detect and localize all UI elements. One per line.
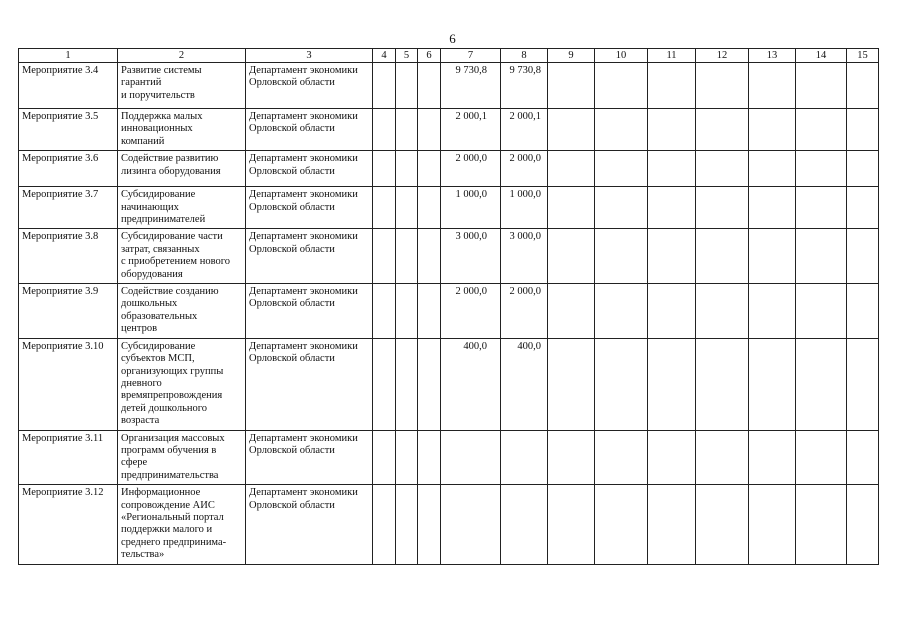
executor-cell: Департамент экономики Орловской области	[246, 485, 373, 564]
amount-col-8-cell	[501, 485, 548, 564]
cell-col-10	[595, 430, 648, 485]
col-header-6: 6	[418, 49, 441, 63]
cell-col-12	[696, 284, 749, 339]
executor-cell: Департамент экономики Орловской области	[246, 229, 373, 284]
description-cell: Информационное сопровождение АИС «Региональный портал поддержки малого и среднего предпринима- тельства»	[118, 485, 246, 564]
cell-col-12	[696, 430, 749, 485]
cell-col-11	[648, 109, 696, 151]
cell-col-9	[548, 109, 595, 151]
cell-col-11	[648, 338, 696, 430]
cell-col-13	[749, 485, 796, 564]
event-cell: Мероприятие 3.10	[19, 338, 118, 430]
col-header-9: 9	[548, 49, 595, 63]
cell-col-10	[595, 109, 648, 151]
cell-col-12	[696, 151, 749, 187]
cell-col-9	[548, 63, 595, 109]
cell-col-12	[696, 485, 749, 564]
col-header-7: 7	[441, 49, 501, 63]
cell-col-4	[373, 338, 396, 430]
executor-cell: Департамент экономики Орловской области	[246, 109, 373, 151]
event-cell: Мероприятие 3.5	[19, 109, 118, 151]
cell-col-11	[648, 63, 696, 109]
description-cell: Развитие системы гарантий и поручительств	[118, 63, 246, 109]
amount-col-7-cell: 2 000,1	[441, 109, 501, 151]
executor-cell: Департамент экономики Орловской области	[246, 151, 373, 187]
table-row	[19, 151, 879, 187]
cell-col-10	[595, 284, 648, 339]
cell-col-13	[749, 187, 796, 229]
cell-col-12	[696, 187, 749, 229]
cell-col-10	[595, 151, 648, 187]
cell-col-13	[749, 229, 796, 284]
cell-col-6	[418, 229, 441, 284]
cell-col-6	[418, 109, 441, 151]
cell-col-5	[396, 485, 418, 564]
executor-cell: Департамент экономики Орловской области	[246, 63, 373, 109]
description-cell: Субсидирование части затрат, связанных с приобретением нового оборудования	[118, 229, 246, 284]
cell-col-9	[548, 229, 595, 284]
col-header-13: 13	[749, 49, 796, 63]
amount-col-8-cell: 400,0	[501, 338, 548, 430]
description-cell: Содействие развитию лизинга оборудования	[118, 151, 246, 187]
table-row	[19, 109, 879, 151]
col-header-12: 12	[696, 49, 749, 63]
cell-col-10	[595, 485, 648, 564]
col-header-8: 8	[501, 49, 548, 63]
description-cell: Содействие созданию дошкольных образовательных центров	[118, 284, 246, 339]
col-header-11: 11	[648, 49, 696, 63]
cell-col-13	[749, 284, 796, 339]
amount-col-7-cell: 3 000,0	[441, 229, 501, 284]
executor-cell: Департамент экономики Орловской области	[246, 338, 373, 430]
cell-col-10	[595, 63, 648, 109]
cell-col-5	[396, 430, 418, 485]
cell-col-5	[396, 338, 418, 430]
cell-col-5	[396, 151, 418, 187]
executor-cell: Департамент экономики Орловской области	[246, 430, 373, 485]
cell-col-4	[373, 187, 396, 229]
table-row	[19, 338, 879, 430]
cell-col-4	[373, 229, 396, 284]
col-header-14: 14	[796, 49, 847, 63]
cell-col-4	[373, 284, 396, 339]
cell-col-5	[396, 63, 418, 109]
cell-col-11	[648, 430, 696, 485]
cell-col-4	[373, 485, 396, 564]
cell-col-12	[696, 63, 749, 109]
cell-col-5	[396, 109, 418, 151]
cell-col-14	[796, 109, 847, 151]
col-header-5: 5	[396, 49, 418, 63]
cell-col-15	[847, 229, 879, 284]
amount-col-8-cell: 2 000,0	[501, 151, 548, 187]
cell-col-6	[418, 338, 441, 430]
cell-col-13	[749, 63, 796, 109]
event-cell: Мероприятие 3.6	[19, 151, 118, 187]
cell-col-14	[796, 151, 847, 187]
cell-col-10	[595, 338, 648, 430]
col-header-2: 2	[118, 49, 246, 63]
cell-col-15	[847, 430, 879, 485]
table-row	[19, 485, 879, 564]
cell-col-9	[548, 485, 595, 564]
cell-col-6	[418, 63, 441, 109]
col-header-15: 15	[847, 49, 879, 63]
amount-col-8-cell: 2 000,1	[501, 109, 548, 151]
cell-col-14	[796, 229, 847, 284]
cell-col-14	[796, 485, 847, 564]
cell-col-12	[696, 229, 749, 284]
col-header-10: 10	[595, 49, 648, 63]
event-cell: Мероприятие 3.8	[19, 229, 118, 284]
cell-col-13	[749, 430, 796, 485]
program-table	[18, 48, 879, 565]
amount-col-8-cell: 3 000,0	[501, 229, 548, 284]
cell-col-11	[648, 284, 696, 339]
table-row	[19, 430, 879, 485]
table-row	[19, 187, 879, 229]
amount-col-7-cell: 9 730,8	[441, 63, 501, 109]
cell-col-11	[648, 151, 696, 187]
cell-col-9	[548, 187, 595, 229]
amount-col-7-cell: 2 000,0	[441, 151, 501, 187]
event-cell: Мероприятие 3.12	[19, 485, 118, 564]
cell-col-10	[595, 187, 648, 229]
executor-cell: Департамент экономики Орловской области	[246, 284, 373, 339]
cell-col-14	[796, 430, 847, 485]
cell-col-14	[796, 284, 847, 339]
amount-col-7-cell: 2 000,0	[441, 284, 501, 339]
table-row	[19, 284, 879, 339]
description-cell: Поддержка малых инновационных компаний	[118, 109, 246, 151]
table-row	[19, 63, 879, 109]
cell-col-9	[548, 338, 595, 430]
cell-col-6	[418, 284, 441, 339]
cell-col-6	[418, 485, 441, 564]
col-header-4: 4	[373, 49, 396, 63]
cell-col-15	[847, 63, 879, 109]
cell-col-14	[796, 187, 847, 229]
amount-col-7-cell: 400,0	[441, 338, 501, 430]
cell-col-15	[847, 338, 879, 430]
cell-col-12	[696, 109, 749, 151]
amount-col-8-cell: 1 000,0	[501, 187, 548, 229]
cell-col-5	[396, 187, 418, 229]
amount-col-7-cell	[441, 485, 501, 564]
cell-col-6	[418, 151, 441, 187]
cell-col-6	[418, 430, 441, 485]
cell-col-9	[548, 430, 595, 485]
cell-col-15	[847, 187, 879, 229]
amount-col-7-cell	[441, 430, 501, 485]
description-cell: Организация массовых программ обучения в сфере предпринимательства	[118, 430, 246, 485]
cell-col-10	[595, 229, 648, 284]
cell-col-13	[749, 151, 796, 187]
cell-col-13	[749, 338, 796, 430]
amount-col-8-cell	[501, 430, 548, 485]
amount-col-8-cell: 9 730,8	[501, 63, 548, 109]
cell-col-5	[396, 229, 418, 284]
description-cell: Субсидирование начинающих предпринимателей	[118, 187, 246, 229]
event-cell: Мероприятие 3.9	[19, 284, 118, 339]
cell-col-13	[749, 109, 796, 151]
cell-col-9	[548, 284, 595, 339]
cell-col-15	[847, 485, 879, 564]
header-row	[19, 49, 879, 63]
cell-col-4	[373, 109, 396, 151]
cell-col-11	[648, 485, 696, 564]
table-row	[19, 229, 879, 284]
cell-col-11	[648, 187, 696, 229]
cell-col-5	[396, 284, 418, 339]
event-cell: Мероприятие 3.4	[19, 63, 118, 109]
page-number: 6	[449, 31, 456, 46]
cell-col-15	[847, 284, 879, 339]
cell-col-12	[696, 338, 749, 430]
description-cell: Субсидирование субъектов МСП, организующих группы дневного времяпрепровождения детей дошкольного возраста	[118, 338, 246, 430]
cell-col-15	[847, 151, 879, 187]
cell-col-4	[373, 151, 396, 187]
cell-col-9	[548, 151, 595, 187]
cell-col-6	[418, 187, 441, 229]
event-cell: Мероприятие 3.11	[19, 430, 118, 485]
col-header-1: 1	[19, 49, 118, 63]
cell-col-4	[373, 63, 396, 109]
event-cell: Мероприятие 3.7	[19, 187, 118, 229]
col-header-3: 3	[246, 49, 373, 63]
cell-col-14	[796, 63, 847, 109]
cell-col-11	[648, 229, 696, 284]
cell-col-14	[796, 338, 847, 430]
executor-cell: Департамент экономики Орловской области	[246, 187, 373, 229]
amount-col-7-cell: 1 000,0	[441, 187, 501, 229]
cell-col-15	[847, 109, 879, 151]
amount-col-8-cell: 2 000,0	[501, 284, 548, 339]
cell-col-4	[373, 430, 396, 485]
